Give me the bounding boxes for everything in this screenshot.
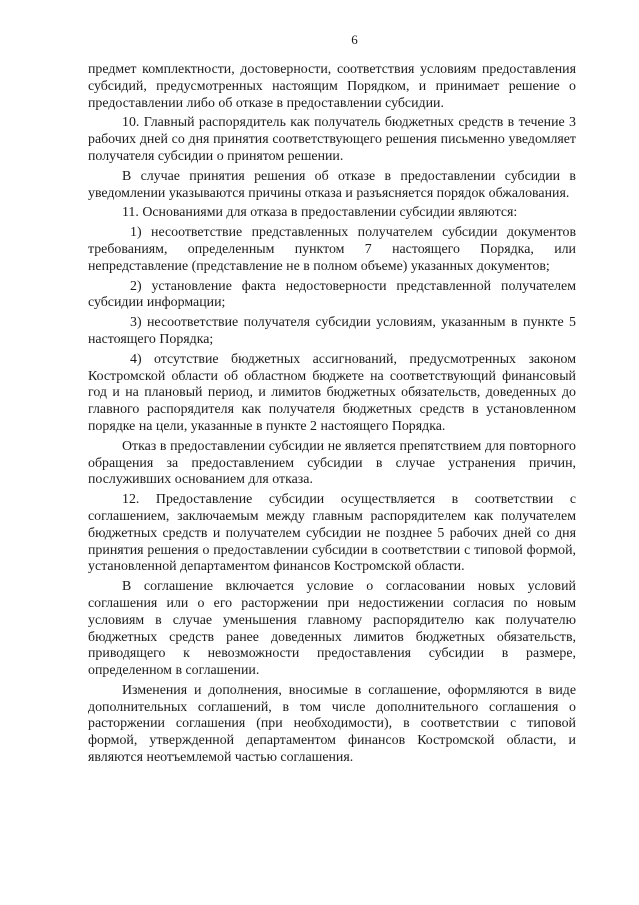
- paragraph-refusal-notice: В случае принятия решения об отказе в предоставлении субсидии в уведомлении указываются причины отказа и разъясняется порядок обжалования.: [88, 168, 576, 201]
- paragraph-continuation: предмет комплектности, достоверности, соответствия условиям предоставления субсидий, предусмотренных настоящим Порядком, и принимает решение о предоставлении либо об отказе в предоставлении субсидии.: [88, 62, 576, 111]
- paragraph-refusal-no-obstacle: Отказ в предоставлении субсидии не является препятствием для повторного обращения за предоставлением субсидии в случае устранения причин, послуживших основанием для отказа.: [88, 438, 576, 488]
- page-number: 6: [351, 32, 358, 47]
- paragraph-agreement-condition: В соглашение включается условие о согласовании новых условий соглашения или о его расторжении при недостижении согласия по новым условиям в случае уменьшения главному распорядителю как получателю бюджетных средств ранее доведенных лимитов бюджетных обязательств, приводящего к невозможности предоставления субсидии в размере, определенном в соглашении.: [88, 579, 576, 679]
- subitem-1: 1) несоответствие представленных получателем субсидии документов требованиям, определенным пунктом 7 настоящего Порядка, или непредставление (представление не в полном объеме) указанных документов;: [88, 225, 576, 274]
- paragraph-item-10: 10. Главный распорядитель как получатель бюджетных средств в течение 3 рабочих дней со дня принятия соответствующего решения письменно уведомляет получателя субсидии о принятом решении.: [88, 115, 576, 164]
- subitem-4: 4) отсутствие бюджетных ассигнований, предусмотренных законом Костромской области об областном бюджете на соответствующий финансовый год и на плановый период, и лимитов бюджетных обязательств, доведенных до главного распорядителя как получателя бюджетных средств в установленном порядке на цели, указанные в пункте 2 настоящего Порядка.: [88, 351, 576, 434]
- document-body: [88, 62, 576, 767]
- subitem-3: 3) несоответствие получателя субсидии условиям, указанным в пункте 5 настоящего Порядка;: [88, 315, 576, 347]
- paragraph-item-12: 12. Предоставление субсидии осуществляется в соответствии с соглашением, заключаемым между главным распорядителем как получателем бюджетных средств и получателем субсидии не позднее 5 рабочих дней со дня принятия решения о предоставлении субсидии в соответствии с типовой формой, установленной департаментом финансов Костромской области.: [88, 492, 576, 575]
- subitem-2: 2) установление факта недостоверности представленной получателем субсидии информации;: [88, 278, 576, 311]
- paragraph-item-11: 11. Основаниями для отказа в предоставлении субсидии являются:: [122, 205, 518, 221]
- paragraph-amendments: Изменения и дополнения, вносимые в соглашение, оформляются в виде дополнительных соглашений, в том числе дополнительного соглашения о расторжении соглашения (при необходимости), в соответствии с типовой формой, утвержденной департаментом финансов Костромской области, и являются неотъемлемой частью соглашения.: [88, 682, 576, 766]
